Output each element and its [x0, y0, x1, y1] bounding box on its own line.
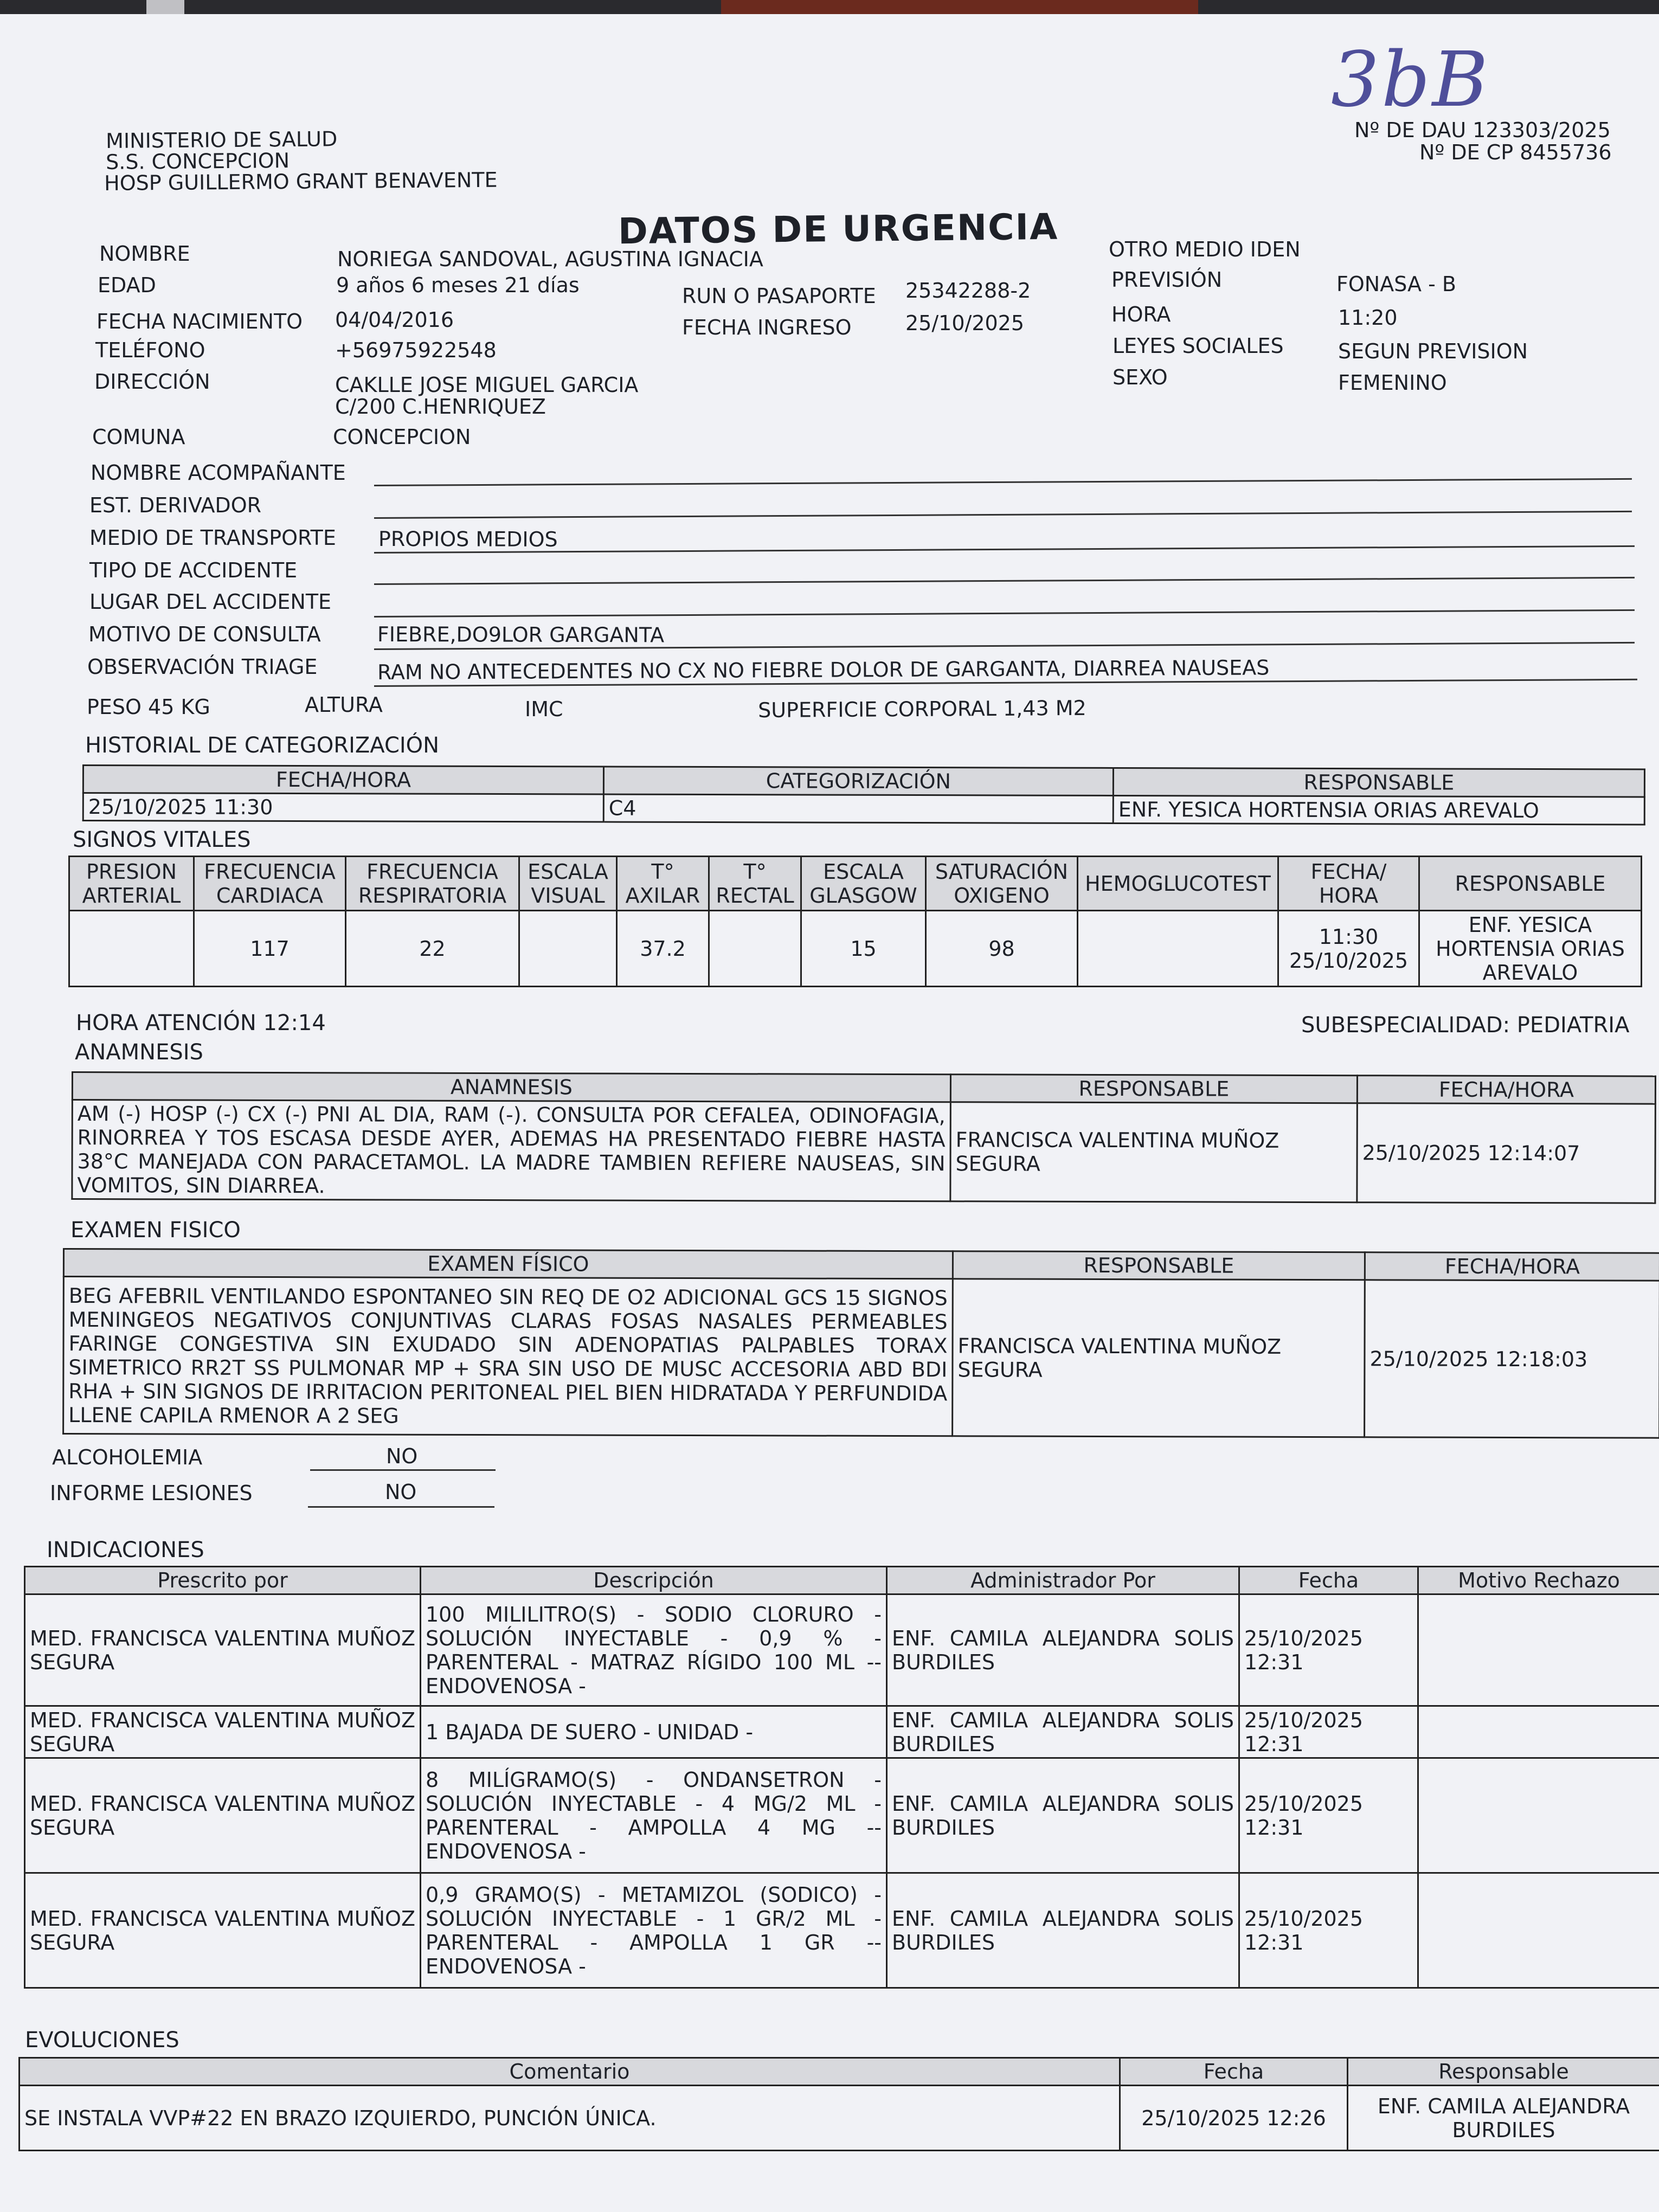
- value-hgt: [1078, 911, 1278, 987]
- otro-medio-label: OTRO MEDIO IDEN: [1109, 237, 1301, 261]
- table-row: [20, 2086, 1659, 2151]
- header-saturacion: SATURACIÓN OXIGENO: [926, 857, 1078, 911]
- header-fecha: Fecha: [1239, 1567, 1418, 1594]
- telefono-value: +56975922548: [335, 338, 497, 362]
- header-responsable: Responsable: [1348, 2058, 1659, 2086]
- evoluciones-section-title: EVOLUCIONES: [25, 2028, 179, 2053]
- table-row: [83, 793, 1644, 825]
- cat-categoria: C4: [603, 794, 1113, 823]
- ind-fecha: 25/10/2025 12:31: [1239, 1873, 1418, 1988]
- run-label: RUN O PASAPORTE: [682, 284, 876, 308]
- nombre-value: NORIEGA SANDOVAL, AGUSTINA IGNACIA: [337, 247, 763, 271]
- fecha-ingreso-value: 25/10/2025: [905, 311, 1025, 335]
- imc-label: IMC: [525, 697, 563, 721]
- header-fecha-hora: FECHA/HORA: [1357, 1076, 1655, 1104]
- fnac-label: FECHA NACIMIENTO: [97, 310, 303, 333]
- table-row: [25, 1873, 1659, 1988]
- ind-prescrito: MED. FRANCISCA VALENTINA MUÑOZ SEGURA: [25, 1706, 421, 1758]
- header-fecha: Fecha: [1120, 2058, 1348, 2086]
- hora-value: 11:20: [1338, 306, 1398, 330]
- table-row: [25, 1758, 1659, 1873]
- peso-value: PESO 45 KG: [87, 695, 210, 719]
- value-escala-visual: [519, 911, 617, 987]
- header-examen: EXAMEN FÍSICO: [63, 1249, 953, 1279]
- examen-responsable: FRANCISCA VALENTINA MUÑOZ SEGURA: [953, 1279, 1365, 1437]
- header-temp-rectal: T° RECTAL: [709, 857, 801, 911]
- edad-label: EDAD: [98, 273, 156, 297]
- ind-descripcion: 8 MILÍGRAMO(S) - ONDANSETRON - SOLUCIÓN INYECTABLE - 4 MG/2 ML - PARENTERAL - AMPOLLA 4 MG -- ENDOVENOSA -: [421, 1758, 887, 1873]
- table-header-row: [69, 857, 1642, 911]
- lugar-accidente-label: LUGAR DEL ACCIDENTE: [89, 590, 332, 614]
- value-fr: 22: [346, 911, 519, 987]
- categorizacion-table: [82, 764, 1645, 826]
- edad-value: 9 años 6 meses 21 días: [336, 273, 580, 297]
- examen-section-title: EXAMEN FISICO: [70, 1218, 241, 1243]
- transporte-line: [374, 545, 1635, 554]
- header-administrador: Administrador Por: [887, 1567, 1239, 1594]
- ind-administrador: ENF. CAMILA ALEJANDRA SOLIS BURDILES: [887, 1594, 1239, 1706]
- ind-motivo: [1418, 1706, 1659, 1758]
- anamnesis-table: [71, 1071, 1656, 1204]
- table-header-row: [72, 1072, 1655, 1104]
- table-header-row: [20, 2058, 1659, 2086]
- dau-number: Nº DE DAU 123303/2025: [1354, 118, 1611, 142]
- header-fecha-hora: FECHA/ HORA: [1278, 857, 1419, 911]
- signos-section-title: SIGNOS VITALES: [73, 827, 251, 852]
- tipo-accidente-line: [374, 577, 1635, 585]
- anamnesis-fecha: 25/10/2025 12:14:07: [1357, 1103, 1655, 1203]
- header-hgt: HEMOGLUCOTEST: [1078, 857, 1278, 911]
- value-fecha-hora: 11:30 25/10/2025: [1278, 911, 1419, 987]
- sexo-value: FEMENINO: [1338, 371, 1447, 395]
- alcoholemia-label: ALCOHOLEMIA: [52, 1445, 203, 1469]
- value-temp-axilar: 37.2: [617, 911, 709, 987]
- signos-vitales-table: [68, 856, 1642, 987]
- header-responsable: RESPONSABLE: [1419, 857, 1642, 911]
- run-value: 25342288-2: [905, 279, 1031, 303]
- ind-motivo: [1418, 1758, 1659, 1873]
- superficie-value: SUPERFICIE CORPORAL 1,43 M2: [757, 696, 1086, 722]
- cp-number: Nº DE CP 8455736: [1419, 140, 1612, 164]
- indicaciones-section-title: INDICACIONES: [47, 1538, 204, 1562]
- subespecialidad: SUBESPECIALIDAD: PEDIATRIA: [1301, 1013, 1630, 1038]
- categorizacion-section-title: HISTORIAL DE CATEGORIZACIÓN: [85, 733, 440, 758]
- prevision-label: PREVISIÓN: [1111, 268, 1223, 292]
- ind-fecha: 25/10/2025 12:31: [1239, 1758, 1418, 1873]
- header-temp-axilar: T° AXILAR: [617, 857, 709, 911]
- observacion-label: OBSERVACIÓN TRIAGE: [87, 655, 318, 679]
- org-servicio: S.S. CONCEPCION: [105, 149, 290, 174]
- altura-label: ALTURA: [305, 693, 383, 717]
- lugar-accidente-line: [374, 609, 1635, 618]
- lesiones-line: [308, 1506, 494, 1508]
- ind-descripcion: 100 MILILITRO(S) - SODIO CLORURO - SOLUCIÓN INYECTABLE - 0,9 % - PARENTERAL - MATRAZ RÍGIDO 100 ML -- ENDOVENOSA -: [421, 1594, 887, 1706]
- ind-prescrito: MED. FRANCISCA VALENTINA MUÑOZ SEGURA: [25, 1873, 421, 1988]
- alcoholemia-value: NO: [386, 1444, 418, 1468]
- evoluciones-table: [18, 2057, 1659, 2151]
- evo-fecha: 25/10/2025 12:26: [1120, 2086, 1348, 2151]
- table-row: [25, 1594, 1659, 1706]
- header-glasgow: ESCALA GLASGOW: [801, 857, 926, 911]
- header-descripcion: Descripción: [421, 1567, 887, 1594]
- header-comentario: Comentario: [20, 2058, 1120, 2086]
- document-page: [0, 14, 1659, 2212]
- photo-background-object: [721, 0, 1198, 14]
- value-glasgow: 15: [801, 911, 926, 987]
- hora-atencion: HORA ATENCIÓN 12:14: [76, 1011, 326, 1036]
- leyes-value: SEGUN PREVISION: [1338, 339, 1528, 363]
- transporte-value: PROPIOS MEDIOS: [378, 527, 558, 551]
- value-presion: [69, 911, 194, 987]
- comuna-value: CONCEPCION: [333, 425, 471, 449]
- ind-motivo: [1418, 1594, 1659, 1706]
- observacion-value: RAM NO ANTECEDENTES NO CX NO FIEBRE DOLOR DE GARGANTA, DIARREA NAUSEAS: [377, 655, 1270, 684]
- header-responsable: RESPONSABLE: [1113, 768, 1644, 797]
- examen-fecha: 25/10/2025 12:18:03: [1365, 1280, 1659, 1438]
- motivo-value: FIEBRE,DO9LOR GARGANTA: [377, 622, 665, 647]
- direccion-label: DIRECCIÓN: [94, 370, 210, 394]
- tipo-accidente-label: TIPO DE ACCIDENTE: [89, 558, 298, 582]
- table-header-row: [83, 766, 1644, 798]
- examen-fisico-table: [62, 1248, 1659, 1439]
- table-row: [72, 1100, 1655, 1204]
- direccion-line2: C/200 C.HENRIQUEZ: [335, 395, 546, 419]
- ind-administrador: ENF. CAMILA ALEJANDRA SOLIS BURDILES: [887, 1873, 1239, 1988]
- ind-descripcion: 1 BAJADA DE SUERO - UNIDAD -: [421, 1706, 887, 1758]
- anamnesis-text: AM (-) HOSP (-) CX (-) PNI AL DIA, RAM (-). CONSULTA POR CEFALEA, ODINOFAGIA, RINORREA Y TOS ESCASA DESDE AYER, ADEMAS HA PRESENTADO FIEBRE HASTA 38°C MANEJADA CON PARACETAMOL. LA MADRE TAMBIEN REFIERE NAUSEAS, SIN VOMITOS, SIN DIARREA.: [72, 1100, 950, 1201]
- fnac-value: 04/04/2016: [335, 308, 454, 332]
- header-fc: FRECUENCIA CARDIACA: [194, 857, 346, 911]
- table-row: [69, 911, 1642, 987]
- org-hospital: HOSP GUILLERMO GRANT BENAVENTE: [104, 168, 498, 195]
- table-header-row: [25, 1567, 1659, 1594]
- hora-label: HORA: [1111, 303, 1171, 326]
- motivo-label: MOTIVO DE CONSULTA: [88, 622, 321, 646]
- table-header-row: [63, 1249, 1659, 1281]
- header-escala-visual: ESCALA VISUAL: [519, 857, 617, 911]
- derivador-label: EST. DERIVADOR: [89, 493, 262, 517]
- photo-corner: [146, 0, 184, 14]
- table-row: [63, 1277, 1659, 1438]
- direccion-line1: CAKLLE JOSE MIGUEL GARCIA: [335, 373, 639, 397]
- indicaciones-table: [24, 1566, 1659, 1989]
- evo-comentario: SE INSTALA VVP#22 EN BRAZO IZQUIERDO, PUNCIÓN ÚNICA.: [20, 2086, 1120, 2151]
- photo-top-edge: [0, 0, 1659, 14]
- ind-prescrito: MED. FRANCISCA VALENTINA MUÑOZ SEGURA: [25, 1594, 421, 1706]
- header-anamnesis: ANAMNESIS: [72, 1072, 950, 1102]
- ind-prescrito: MED. FRANCISCA VALENTINA MUÑOZ SEGURA: [25, 1758, 421, 1873]
- anamnesis-section-title: ANAMNESIS: [75, 1040, 203, 1065]
- org-ministerio: MINISTERIO DE SALUD: [105, 127, 338, 153]
- examen-text: BEG AFEBRIL VENTILANDO ESPONTANEO SIN REQ DE O2 ADICIONAL GCS 15 SIGNOS MENINGEOS NEGATIVOS CONJUNTIVAS CLARAS FOSAS NASALES PERMEABLES FARINGE CONGESTIVA SIN EXUDADO SIN ADENOPATIAS PALPABLES TORAX SIMETRICO RR2T SS PULMONAR MP + SRA SIN USO DE MUSC ACCESORIA ABD BDI RHA + SIN SIGNOS DE IRRITACION PERITONEAL PIEL BIEN HIDRATADA Y PERFUNDIDA LLENE CAPILA RMENOR A 2 SEG: [63, 1277, 953, 1436]
- value-fc: 117: [194, 911, 346, 987]
- table-row: [25, 1706, 1659, 1758]
- anamnesis-responsable: FRANCISCA VALENTINA MUÑOZ SEGURA: [950, 1102, 1357, 1203]
- ind-fecha: 25/10/2025 12:31: [1239, 1706, 1418, 1758]
- header-presion: PRESION ARTERIAL: [69, 857, 194, 911]
- ind-administrador: ENF. CAMILA ALEJANDRA SOLIS BURDILES: [887, 1706, 1239, 1758]
- value-responsable: ENF. YESICA HORTENSIA ORIAS AREVALO: [1419, 911, 1642, 987]
- acompanante-label: NOMBRE ACOMPAÑANTE: [91, 461, 346, 485]
- header-responsable: RESPONSABLE: [950, 1075, 1357, 1103]
- prevision-value: FONASA - B: [1336, 272, 1456, 296]
- header-categorizacion: CATEGORIZACIÓN: [603, 767, 1113, 795]
- lesiones-value: NO: [385, 1480, 417, 1504]
- ind-descripcion: 0,9 GRAMO(S) - METAMIZOL (SODICO) - SOLUCIÓN INYECTABLE - 1 GR/2 ML - PARENTERAL - AMPOLLA 1 GR -- ENDOVENOSA -: [421, 1873, 887, 1988]
- acompanante-line: [374, 478, 1632, 486]
- header-motivo-rechazo: Motivo Rechazo: [1418, 1567, 1659, 1594]
- header-prescrito: Prescrito por: [25, 1567, 421, 1594]
- leyes-label: LEYES SOCIALES: [1113, 334, 1284, 358]
- page-title: DATOS DE URGENCIA: [618, 205, 1059, 253]
- alcoholemia-line: [310, 1469, 496, 1471]
- value-temp-rectal: [709, 911, 801, 987]
- header-fr: FRECUENCIA RESPIRATORIA: [346, 857, 519, 911]
- value-saturacion: 98: [926, 911, 1078, 987]
- ind-motivo: [1418, 1873, 1659, 1988]
- header-responsable: RESPONSABLE: [953, 1251, 1365, 1280]
- sexo-label: SEXO: [1113, 365, 1168, 389]
- transporte-label: MEDIO DE TRANSPORTE: [89, 526, 336, 550]
- handwritten-note: 3bB: [1331, 36, 1490, 124]
- header-fecha-hora: FECHA/HORA: [1365, 1252, 1659, 1281]
- nombre-label: NOMBRE: [99, 242, 190, 266]
- derivador-line: [374, 511, 1632, 519]
- telefono-label: TELÉFONO: [95, 338, 205, 362]
- cat-fecha: 25/10/2025 11:30: [83, 793, 603, 822]
- ind-administrador: ENF. CAMILA ALEJANDRA SOLIS BURDILES: [887, 1758, 1239, 1873]
- evo-responsable: ENF. CAMILA ALEJANDRA BURDILES: [1348, 2086, 1659, 2151]
- cat-responsable: ENF. YESICA HORTENSIA ORIAS AREVALO: [1113, 795, 1644, 825]
- header-fecha-hora: FECHA/HORA: [83, 766, 603, 795]
- lesiones-label: INFORME LESIONES: [50, 1481, 253, 1505]
- ind-fecha: 25/10/2025 12:31: [1239, 1594, 1418, 1706]
- comuna-label: COMUNA: [92, 425, 185, 449]
- fecha-ingreso-label: FECHA INGRESO: [682, 316, 852, 339]
